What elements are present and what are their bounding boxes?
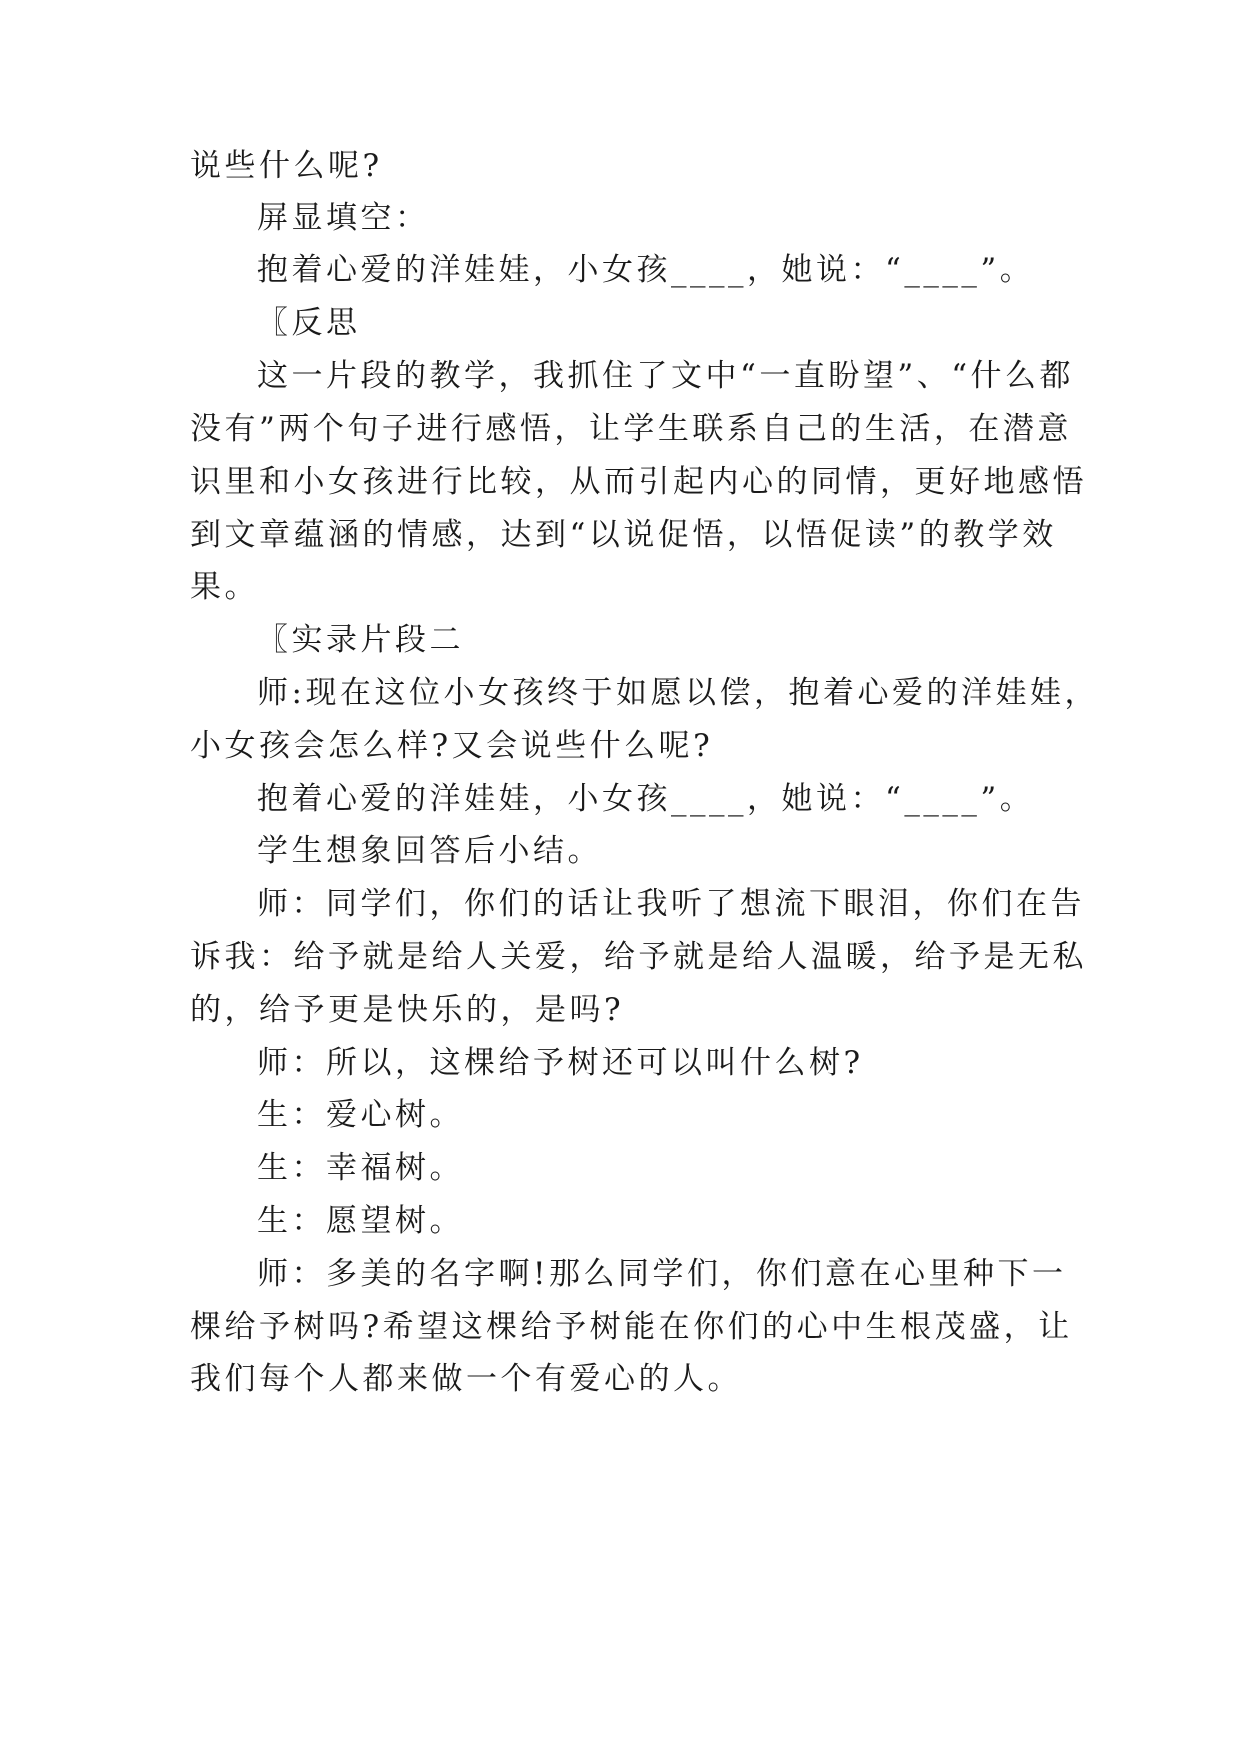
text-line: 这一片段的教学，我抓住了文中“一直盼望”、“什么都: [257, 358, 1075, 394]
text-line: 抱着心爱的洋娃娃，小女孩____，她说：“____”。: [257, 781, 1035, 817]
text-line: 诉我：给予就是给人关爱，给予就是给人温暖，给予是无私: [190, 939, 1087, 975]
text-line: 识里和小女孩进行比较，从而引起内心的同情，更好地感悟: [190, 464, 1087, 500]
text-line: 到文章蕴涵的情感，达到“以说促悟，以悟促读”的教学效: [190, 517, 1057, 553]
text-line: 学生想象回答后小结。: [257, 833, 602, 869]
text-line: 屏显填空：: [257, 200, 430, 236]
text-line: 的，给予更是快乐的，是吗?: [190, 992, 625, 1028]
text-line: 生：爱心树。: [257, 1097, 464, 1133]
text-line: 抱着心爱的洋娃娃，小女孩____，她说：“____”。: [257, 252, 1035, 288]
text-line: 没有”两个句子进行感悟，让学生联系自己的生活，在潜意: [190, 411, 1072, 447]
text-line: 生：幸福树。: [257, 1150, 464, 1186]
text-line: 我们每个人都来做一个有爱心的人。: [190, 1361, 742, 1397]
text-line: 棵给予树吗?希望这棵给予树能在你们的心中生根茂盛，让: [190, 1309, 1073, 1345]
text-line: 师：同学们，你们的话让我听了想流下眼泪，你们在告: [257, 886, 1085, 922]
text-line: 说些什么呢?: [190, 148, 383, 184]
text-line: 果。: [190, 569, 259, 605]
text-line: 生：愿望树。: [257, 1203, 464, 1239]
text-line: 师：所以，这棵给予树还可以叫什么树?: [257, 1045, 864, 1081]
text-line: 小女孩会怎么样?又会说些什么呢?: [190, 728, 714, 764]
text-line: 师：多美的名字啊!那么同学们，你们意在心里种下一: [257, 1256, 1067, 1292]
section-heading: 〖反思: [257, 305, 361, 341]
text-line: 师:现在这位小女孩终于如愿以偿，抱着心爱的洋娃娃，: [257, 675, 1099, 711]
section-heading: 〖实录片段二: [257, 622, 464, 658]
